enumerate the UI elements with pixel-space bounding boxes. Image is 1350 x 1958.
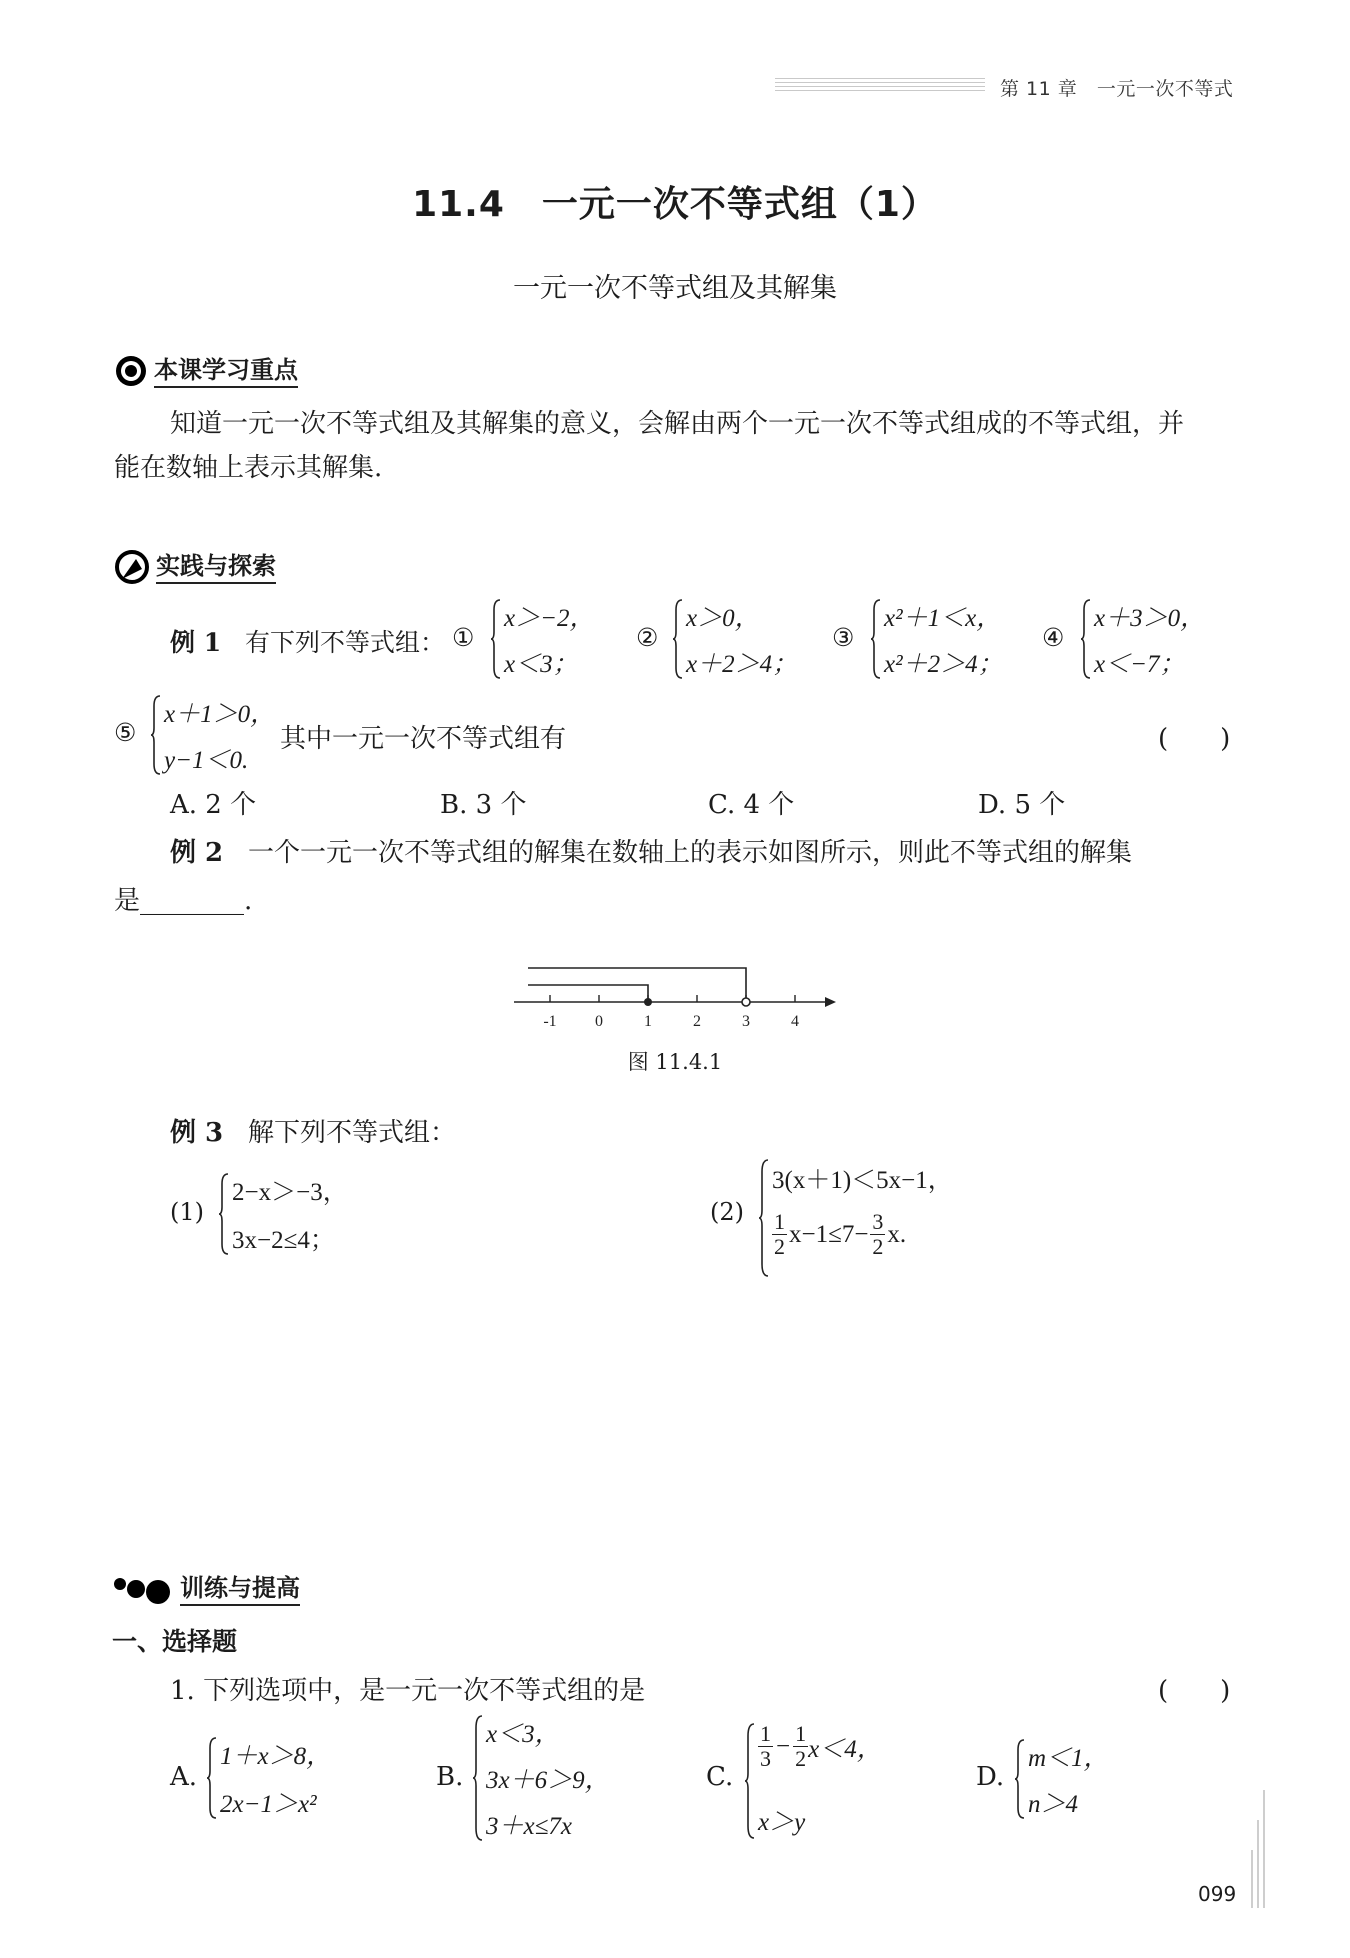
- example1-intro: [170, 623, 445, 659]
- ineq-row: x＜3，: [486, 1721, 560, 1748]
- figure-caption: 图 11.4.1: [627, 1050, 723, 1074]
- marker-1: ①: [452, 623, 475, 652]
- brace: [472, 1714, 484, 1842]
- ineq-system-4: [1080, 598, 1230, 680]
- practice-icon: [114, 549, 150, 585]
- fraction-numerator: 1: [795, 1721, 807, 1746]
- ineq-row: 3x＋6＞9，: [486, 1767, 610, 1794]
- chapter-number: 第 11 章: [1000, 78, 1078, 100]
- ineq-system-1: [490, 598, 620, 680]
- q1-option-b-label: B.: [436, 1762, 464, 1792]
- axis-tick-label: 4: [791, 1013, 799, 1030]
- chapter-title: 一元一次不等式: [1096, 78, 1234, 100]
- answer-paren-q1: ( ): [1158, 1676, 1231, 1706]
- part-heading: 一、选择题: [112, 1627, 238, 1656]
- ineq-system-5: [150, 694, 280, 776]
- example3-label: 例 3: [170, 1118, 224, 1148]
- closed-point: [644, 998, 652, 1006]
- ex3-part1-number: (1): [170, 1198, 204, 1226]
- fraction-denominator: 2: [872, 1234, 884, 1259]
- fraction: [870, 1210, 885, 1259]
- example1-stem: 有下列不等式组：: [244, 628, 445, 657]
- example2-line1: [170, 832, 1132, 869]
- focus-heading: [114, 350, 298, 388]
- axis-tick-label: 0: [595, 1013, 603, 1030]
- page-subtitle: 一元一次不等式组及其解集: [513, 273, 837, 304]
- q1-option-a-label: A.: [170, 1762, 198, 1792]
- ineq-row: x＞0，: [686, 605, 760, 632]
- brace: [206, 1736, 218, 1820]
- example2-line2: 是________.: [114, 886, 253, 916]
- brace: [1014, 1738, 1026, 1820]
- brace: [490, 598, 502, 680]
- fraction-denominator: 3: [760, 1746, 771, 1771]
- number-line-figure: [500, 930, 850, 1040]
- ineq-system-3: [870, 598, 1020, 680]
- brace: [672, 598, 684, 680]
- dots-icon: [112, 1572, 174, 1606]
- ineq-row-fraction: [772, 1210, 906, 1259]
- ineq-row: y−1＜0.: [164, 747, 249, 774]
- ineq-row: x＞−2，: [504, 605, 595, 632]
- ineq-row: 3x−2≤4；: [232, 1227, 335, 1254]
- q1-option-c-system: [744, 1722, 924, 1842]
- fraction: [793, 1722, 808, 1771]
- training-heading: [112, 1568, 300, 1606]
- running-header: [1000, 74, 1233, 101]
- ineq-row: 3＋x≤7x: [486, 1813, 572, 1840]
- solution-ray-x-le-1: [528, 985, 648, 1002]
- example1-question: 其中一元一次不等式组有: [280, 724, 567, 754]
- ineq-text: x＜4，: [808, 1735, 882, 1763]
- ineq-text: x−1≤7−: [789, 1220, 869, 1248]
- brace: [758, 1158, 770, 1278]
- fraction-numerator: 1: [760, 1721, 771, 1746]
- open-point: [742, 998, 750, 1006]
- brace: [218, 1172, 230, 1256]
- target-icon: [114, 354, 148, 388]
- q1-option-d-label: D.: [976, 1762, 1005, 1792]
- practice-heading: [114, 546, 276, 585]
- ex1-option-d: D. 5 个: [978, 790, 1066, 820]
- ineq-row: 2x−1＞x²: [220, 1791, 317, 1818]
- brace: [1080, 598, 1092, 680]
- ineq-row: 1＋x＞8，: [220, 1743, 332, 1770]
- focus-heading-label: 本课学习重点: [154, 356, 298, 388]
- focus-body-line1: 知道一元一次不等式组及其解集的意义，会解由两个一元一次不等式组成的不等式组，并: [170, 409, 1185, 439]
- marker-3: ③: [832, 623, 855, 652]
- axis-arrow: [825, 997, 836, 1007]
- ineq-row: x＜3；: [504, 651, 578, 678]
- axis-tick-label: 3: [742, 1013, 750, 1030]
- ineq-row: 2−x＞−3，: [232, 1179, 348, 1206]
- ineq-row: x＋1＞0，: [164, 701, 276, 728]
- fraction-denominator: 2: [795, 1746, 807, 1771]
- example3-intro: [170, 1112, 456, 1149]
- marker-5: ⑤: [114, 718, 137, 747]
- ineq-system-2: [672, 598, 802, 680]
- fraction-denominator: 2: [774, 1234, 785, 1259]
- fraction: [758, 1722, 773, 1771]
- axis-tick-label: -1: [543, 1013, 557, 1030]
- ineq-text: x.: [887, 1220, 907, 1248]
- answer-paren-ex1: ( ): [1158, 724, 1231, 754]
- brace: [870, 598, 882, 680]
- ineq-row-fraction: [758, 1722, 882, 1771]
- q1-option-d-system: [1014, 1738, 1154, 1822]
- ineq-row: x²＋2＞4；: [884, 651, 1003, 678]
- example2-text: 一个一元一次不等式组的解集在数轴上的表示如图所示，则此不等式组的解集: [247, 838, 1132, 868]
- q1-option-c-label: C.: [706, 1762, 734, 1792]
- fraction: [772, 1210, 787, 1259]
- brace: [744, 1722, 756, 1840]
- ex3-system-2: [758, 1158, 1018, 1278]
- ineq-row: x＞y: [758, 1809, 806, 1836]
- ineq-row: x＋2＞4；: [686, 651, 798, 678]
- ex1-option-a: A. 2 个: [170, 790, 257, 820]
- marker-2: ②: [636, 623, 659, 652]
- axis-tick-label: 2: [693, 1013, 701, 1030]
- focus-body-line2: 能在数轴上表示其解集.: [114, 453, 383, 483]
- marker-4: ④: [1042, 623, 1065, 652]
- example1-label: 例 1: [170, 628, 222, 657]
- ineq-text: −: [776, 1732, 791, 1760]
- ex3-system-1: [218, 1172, 398, 1258]
- example3-stem: 解下列不等式组：: [247, 1118, 456, 1148]
- training-heading-label: 训练与提高: [180, 1574, 300, 1606]
- q1-option-b-system: [472, 1714, 632, 1844]
- ineq-row: m＜1，: [1028, 1745, 1109, 1772]
- page-edge-lines: [1248, 1780, 1272, 1910]
- ex1-option-b: B. 3 个: [440, 790, 527, 820]
- axis-tick-label: 1: [644, 1013, 652, 1030]
- ineq-row: x＋3＞0，: [1094, 605, 1206, 632]
- q1-option-a-system: [206, 1736, 366, 1822]
- page-title: 11.4 一元一次不等式组（1）: [412, 184, 938, 225]
- ineq-row: x＜−7；: [1094, 651, 1185, 678]
- ex1-option-c: C. 4 个: [708, 790, 795, 820]
- header-rule: [775, 76, 985, 96]
- fraction-numerator: 1: [774, 1209, 785, 1234]
- ineq-row: 3(x＋1)＜5x−1，: [772, 1167, 953, 1194]
- ex3-part2-number: (2): [710, 1198, 744, 1226]
- q1-stem: 1. 下列选项中，是一元一次不等式组的是: [170, 1676, 646, 1706]
- example2-label: 例 2: [170, 838, 224, 868]
- brace: [150, 694, 162, 776]
- page-number: 099: [1198, 1882, 1237, 1906]
- fraction-numerator: 3: [872, 1209, 884, 1234]
- ineq-row: n＞4: [1028, 1791, 1079, 1818]
- ineq-row: x²＋1＜x，: [884, 605, 1002, 632]
- practice-heading-label: 实践与探索: [156, 552, 276, 584]
